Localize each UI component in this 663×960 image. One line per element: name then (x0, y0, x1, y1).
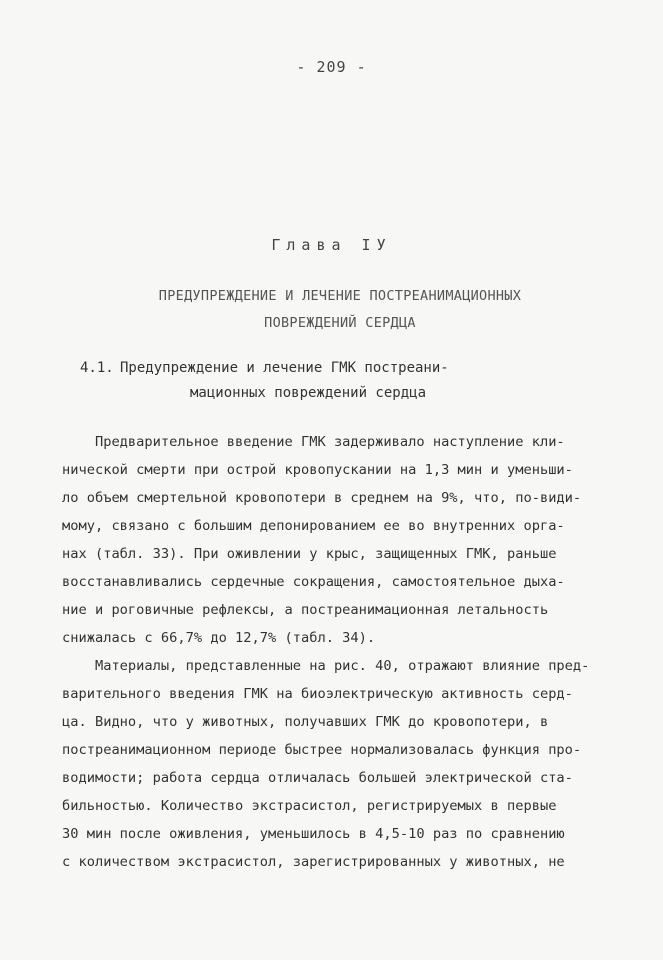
text-line: мому, связано с большим депонированием ее во внутренних орга- (62, 518, 565, 534)
section-heading (80, 356, 600, 406)
text-line: Предварительное введение ГМК задерживало наступление кли- (62, 434, 565, 450)
text-line: Материалы, представленные на рис. 40, отражают влияние пред- (62, 658, 590, 674)
chapter-heading: Глава IУ (271, 236, 392, 254)
section-number: 4.1. (80, 360, 114, 376)
chapter-title-line: ПОВРЕЖДЕНИЙ СЕРДЦА (264, 315, 416, 331)
page-number: - 209 - (296, 58, 367, 76)
text-line: постреанимационном периоде быстрее нормализовалась функция про- (62, 742, 582, 758)
text-line: нах (табл. 33). При оживлении у крыс, защищенных ГМК, раньше (62, 546, 557, 562)
paragraph (62, 652, 622, 876)
text-line: 30 мин после оживления, уменьшилось в 4,5-10 раз по сравнению (62, 826, 565, 842)
chapter-title-line: ПРЕДУПРЕЖДЕНИЕ И ЛЕЧЕНИЕ ПОСТРЕАНИМАЦИОННЫХ (158, 288, 522, 304)
text-line: с количеством экстрасистол, зарегистрированных у животных, не (62, 854, 565, 870)
section-title-line: Предупреждение и лечение ГМК постреани- (120, 360, 449, 376)
text-line: водимости; работа сердца отличалась большей электрической ста- (62, 770, 573, 786)
paragraph (62, 428, 622, 652)
text-line: нической смерти при острой кровопускании на 1,3 мин и уменьши- (62, 462, 573, 478)
text-line: снижалась с 66,7% до 12,7% (табл. 34). (62, 630, 376, 646)
text-line: ца. Видно, что у животных, получавших ГМК до кровопотери, в (62, 714, 549, 730)
text-line: ло объем смертельной кровопотери в среднем на 9%, что, по-види- (62, 490, 582, 506)
text-line: варительного введения ГМК на биоэлектрическую активность серд- (62, 686, 573, 702)
text-line: бильностью. Количество экстрасистол, регистрируемых в первые (62, 798, 557, 814)
section-title-line: мационных повреждений сердца (190, 385, 427, 401)
text-line: восстанавливались сердечные сокращения, самостоятельное дыха- (62, 574, 565, 590)
text-line: ние и роговичные рефлексы, а постреанимационная летальность (62, 602, 549, 618)
chapter-title (90, 283, 590, 337)
